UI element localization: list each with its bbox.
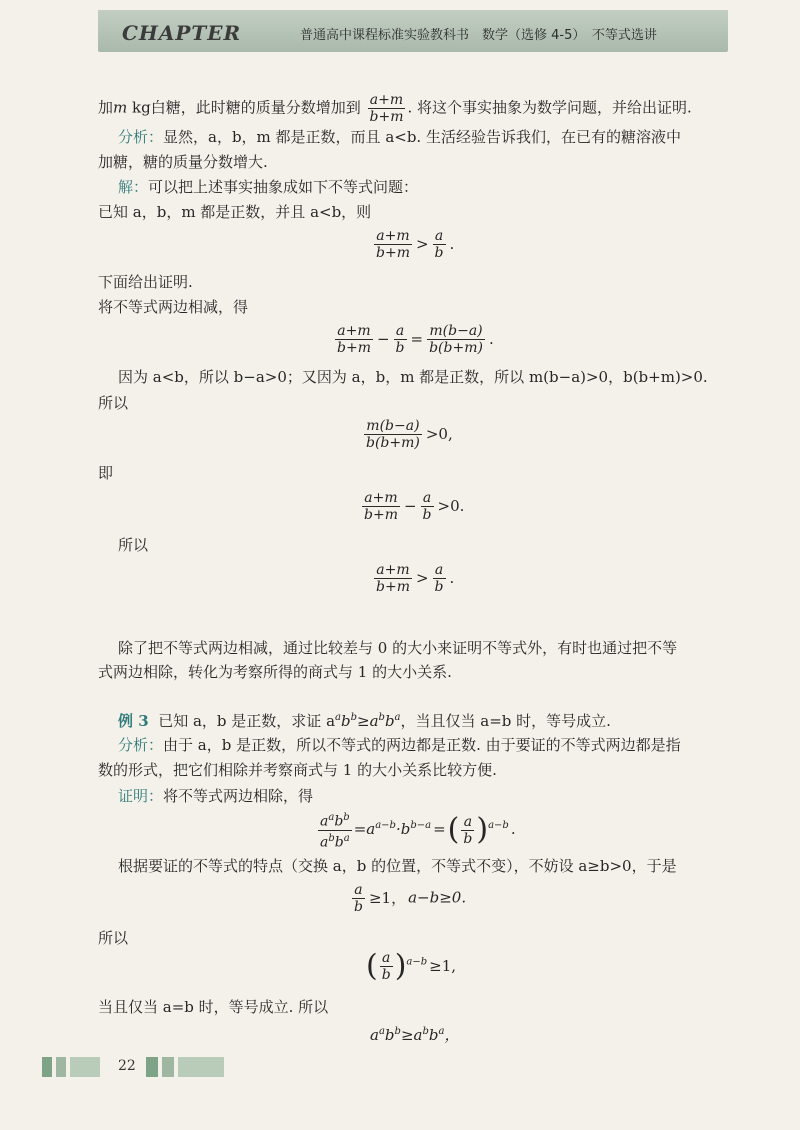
text-line: 所以 [98, 929, 129, 947]
analysis-line: 分析：由于 a，b 是正数，所以不等式的两边都是正数. 由于要证的不等式两边都是指 [118, 736, 681, 754]
text-line: 下面给出证明. [98, 273, 193, 291]
text-line: 根据要证的不等式的特点（交换 a，b 的位置，不等式不变），不妨设 a≥b>0，于是 [118, 857, 677, 875]
paragraph-line: 除了把不等式两边相减，通过比较差与 0 的大小来证明不等式外，有时也通过把不等 [118, 639, 678, 657]
example-label: 例 3 [118, 712, 149, 730]
analysis-line: 分析：显然，a，b，m 都是正数，而且 a<b. 生活经验告诉我们，在已有的糖溶液中 [118, 128, 681, 146]
text-line: 当且仅当 a=b 时，等号成立. 所以 [98, 998, 329, 1016]
fraction: $\frac{a+m}{b+m}$ [369, 92, 404, 125]
footer-bar [70, 1057, 100, 1077]
solution-line: 解：可以把上述事实抽象成如下不等式问题： [118, 178, 419, 196]
proof-line: 证明：将不等式两边相除，得 [118, 787, 314, 805]
equation: ( $\frac{a}{b}$ )$^{a-b}$ ≥1, [366, 948, 457, 984]
equation: $\frac{a+m}{b+m}$ − $\frac{a}{b}$ = $\frac{m(b-a)}{b(b+m)}$ . [337, 323, 494, 356]
text-line: 数的形式，把它们相除并考察商式与 1 的大小关系比较方便. [98, 761, 497, 779]
text-line: 将不等式两边相减，得 [98, 298, 249, 316]
equation: $\frac{a+m}{b+m}$ > $\frac{a}{b}$ . [376, 562, 455, 595]
equation: $\frac{a+m}{b+m}$ − $\frac{a}{b}$ >0. [364, 490, 465, 523]
chapter-label: CHAPTER [122, 21, 242, 45]
text-line: 已知 a，b，m 都是正数，并且 a<b，则 [98, 203, 372, 221]
equation: $\frac{a}{b}$ ≥1， a−b≥0. [354, 882, 467, 915]
footer-bar [178, 1057, 224, 1077]
equation: $\frac{a+m}{b+m}$ > $\frac{a}{b}$ . [376, 228, 455, 261]
book-title: 普通高中课程标准实验教科书 数学（选修 4-5） 不等式选讲 [300, 28, 657, 43]
analysis-label: 分析： [118, 128, 164, 146]
text-line: 即 [98, 464, 114, 482]
equation: $\frac{m(b-a)}{b(b+m)}$ >0, [366, 418, 453, 451]
text-line: 所以 [118, 536, 149, 554]
page-number: 22 [118, 1058, 136, 1074]
analysis-label: 分析： [118, 736, 164, 754]
footer-bar [42, 1057, 52, 1077]
footer-bar [56, 1057, 66, 1077]
footer-bar [162, 1057, 174, 1077]
text-line: 加糖，糖的质量分数增大. [98, 153, 268, 171]
solution-label: 解： [118, 178, 149, 196]
example-line: 例 3 已知 a，b 是正数，求证 $a^ab^b\ge a^bb^a$，当且仅当 a=b 时，等号成立. [118, 712, 611, 730]
paragraph-line: 式两边相除，转化为考察所得的商式与 1 的大小关系. [98, 663, 452, 681]
equation: $a^ab^b\ge a^bb^a$， [370, 1026, 460, 1044]
equation: $\frac{a^ab^b}{a^bb^a}$ $=a^{a-b}\cdot b^{b-a}$ =( $\frac{a}{b}$ )$^{a-b}$ . [320, 812, 516, 851]
proof-label: 证明： [118, 787, 164, 805]
footer-bar [146, 1057, 158, 1077]
text-line: 加m kg白糖，此时糖的质量分数增加到 $\frac{a+m}{b+m}$ . 将这个事实抽象为数学问题，并给出证明. [98, 92, 692, 125]
text-line: 因为 a<b，所以 b−a>0；又因为 a，b，m 都是正数，所以 m(b−a)>0，b(b+m)>0. [118, 368, 708, 386]
text-line: 所以 [98, 394, 129, 412]
